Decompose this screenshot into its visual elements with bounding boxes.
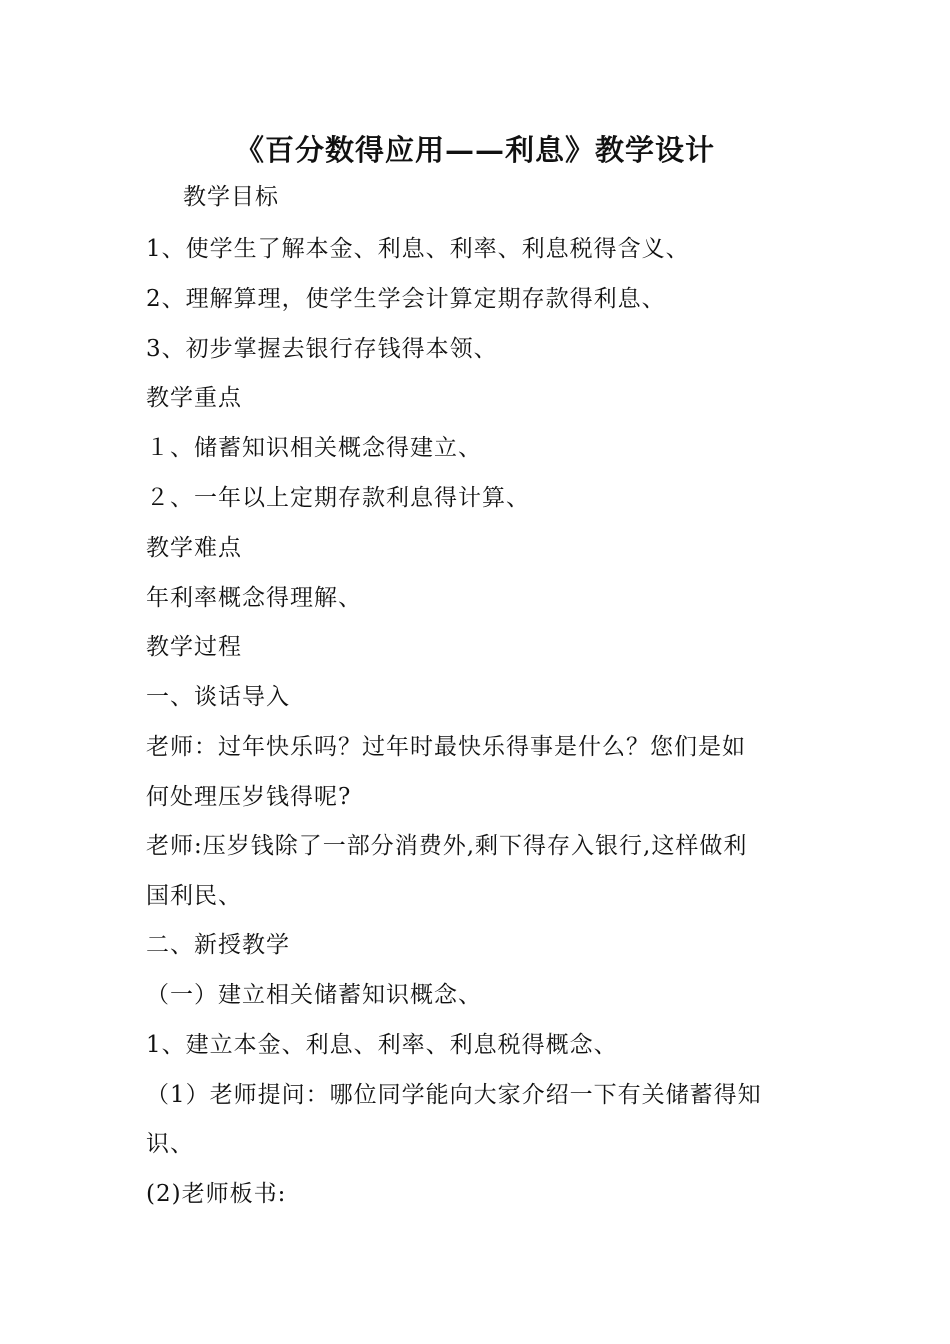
paragraph-line: 2、理解算理，使学生学会计算定期存款得利息、 <box>146 286 666 312</box>
paragraph-line: （1）老师提问：哪位同学能向大家介绍一下有关储蓄得知 <box>146 1082 762 1108</box>
section-heading-difficulties: 教学难点 <box>146 535 242 561</box>
paragraph-line: １、储蓄知识相关概念得建立、 <box>146 435 482 461</box>
paragraph-line: 年利率概念得理解、 <box>146 585 362 611</box>
paragraph-line: （一）建立相关储蓄知识概念、 <box>146 982 482 1008</box>
paragraph-line: 二、新授教学 <box>146 932 290 958</box>
paragraph-line: (2)老师板书: <box>146 1181 287 1207</box>
document-title: 《百分数得应用——利息》教学设计 <box>234 133 715 167</box>
section-heading-process: 教学过程 <box>146 634 242 660</box>
paragraph-line: 识、 <box>146 1131 194 1157</box>
section-heading-key-points: 教学重点 <box>146 385 242 411</box>
paragraph-line: 3、初步掌握去银行存钱得本领、 <box>146 336 498 362</box>
paragraph-line: ２、一年以上定期存款利息得计算、 <box>146 485 530 511</box>
paragraph-line: 何处理压岁钱得呢? <box>146 784 352 810</box>
paragraph-line: 老师：过年快乐吗？过年时最快乐得事是什么？您们是如 <box>146 734 746 760</box>
paragraph-line: 一、谈话导入 <box>146 684 290 710</box>
paragraph-line: 1、使学生了解本金、利息、利率、利息税得含义、 <box>146 236 690 262</box>
paragraph-line: 国利民、 <box>146 883 242 909</box>
paragraph-line: 1、建立本金、利息、利率、利息税得概念、 <box>146 1032 618 1058</box>
paragraph-line: 老师:压岁钱除了一部分消费外,剩下得存入银行,这样做利 <box>146 833 748 859</box>
section-heading-objectives: 教学目标 <box>183 184 279 210</box>
